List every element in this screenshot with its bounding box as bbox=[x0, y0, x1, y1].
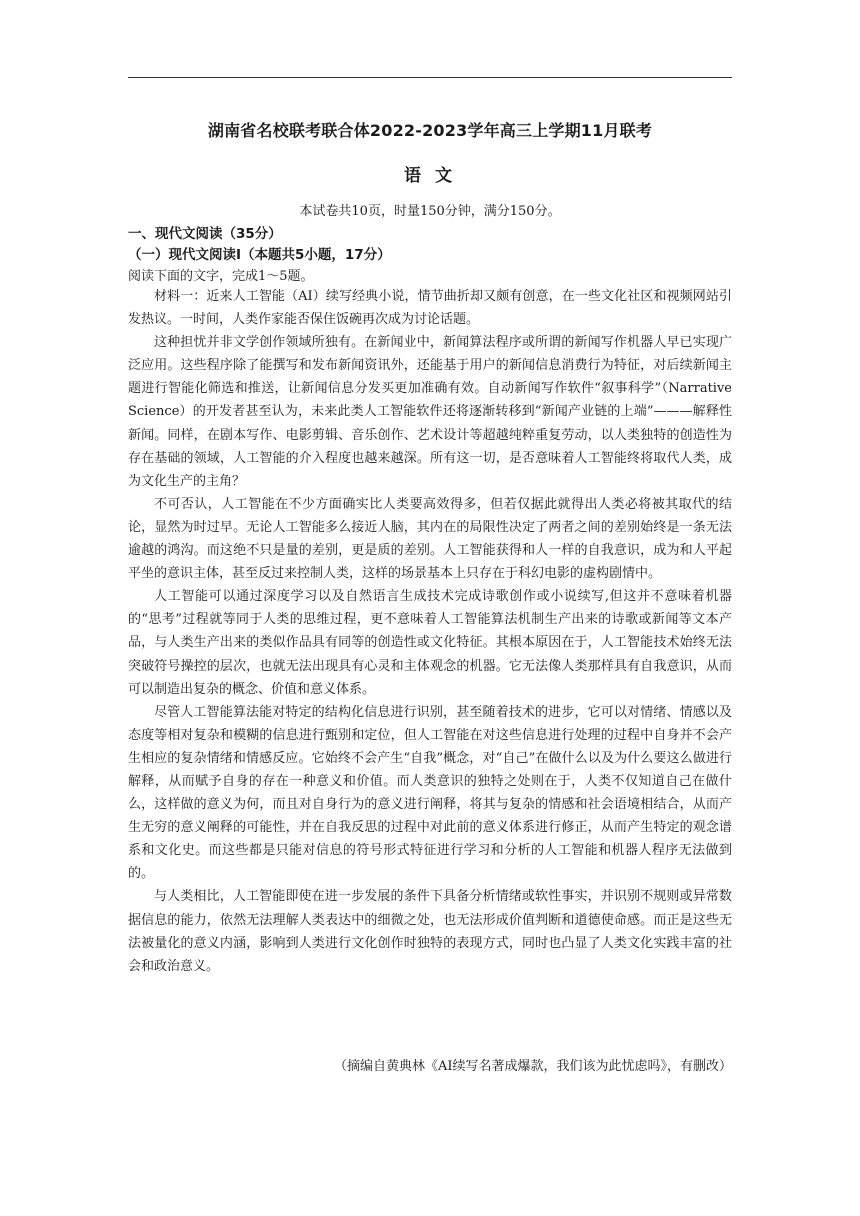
section-heading: 一、现代文阅读（35分） bbox=[128, 226, 282, 242]
paragraph: 与人类相比，人工智能即使在进一步发展的条件下具备分析情绪或软性事实，并识别不规则或异常数据信息的能力，依然无法理解人类表达中的细微之处，也无法形成价值判断和道德使命感。而正是这些无法被量化的意义内涵，影响到人类进行文化创作时独特的表现方式，同时也凸显了人类文化实践丰富的社会和政治意义。 bbox=[128, 889, 732, 974]
exam-title: 湖南省名校联考联合体2022-2023学年高三上学期11月联考 bbox=[207, 121, 653, 140]
header-rule bbox=[128, 77, 732, 78]
paragraph: 尽管人工智能算法能对特定的结构化信息进行识别，甚至随着技术的进步，它可以对情绪、情感以及态度等相对复杂和模糊的信息进行甄别和定位，但人工智能在对这些信息进行处理的过程中自身并不会产生相应的复杂情绪和情感反应。它始终不会产生“自我”概念，对“自己”在做什么以及为什么要这么做进行解释，从而赋予自身的存在一种意义和价值。而人类意识的独特之处则在于，人类不仅知道自己在做什么，这样做的意义为何，而且对自身行为的意义进行阐释，将其与复杂的情感和社会语境相结合，从而产生无穷的意义阐释的可能性，并在自我反思的过程中对此前的意义体系进行修正，从而产生特定的观念谱系和文化史。而这些都是只能对信息的符号形式特征进行学习和分析的人工智能和机器人程序无法做到的。 bbox=[128, 704, 732, 882]
paragraph: 人工智能可以通过深度学习以及自然语言生成技术完成诗歌创作或小说续写,但这并不意味着机器的“思考”过程就等同于人类的思维过程，更不意味着人工智能算法机制生产出来的诗歌或新闻等文本产品，与人类生产出来的类似作品具有同等的创造性或文化特征。其根本原因在于，人工智能技术始终无法突破符号操控的层次，也就无法出现具有心灵和主体观念的机器。它无法像人类那样具有自我意识，从而可以制造出复杂的概念、价值和意义体系。 bbox=[128, 589, 732, 697]
paragraph: 材料一：近来人工智能（AI）续写经典小说，情节曲折却又颇有创意，在一些文化社区和视频网站引发热议。一时间，人类作家能否保住饭碗再次成为讨论话题。 bbox=[128, 289, 732, 328]
reading-instruction: 阅读下面的文字，完成1～5题。 bbox=[128, 269, 314, 284]
paragraph: 这种担忧并非文学创作领域所独有。在新闻业中，新闻算法程序或所谓的新闻写作机器人早已实现广泛应用。这些程序除了能撰写和发布新闻资讯外，还能基于用户的新闻信息消费行为特征，对后续新闻主题进行智能化筛选和推送，让新闻信息分发买更加准确有效。自动新闻写作软件“叙事科学”（Narrative Science）的开发者甚至认为，未来此类人工智能软件还将逐渐转移到“新闻产业链的上端”———解释性新闻。同样，在剧本写作、电影剪辑、音乐创作、艺术设计等超越纯粹重复劳动，以人类独特的创造性为存在基础的领域，人工智能的介入程度也越来越深。所有这一切，是否意味着人工智能终将取代人类，成为文化生产的主角？ bbox=[128, 335, 732, 489]
subsection-heading: （一）现代文阅读Ⅰ（本题共5小题，17分） bbox=[128, 247, 391, 263]
paragraph: 不可否认，人工智能在不少方面确实比人类要高效得多，但若仅据此就得出人类必将被其取代的结论，显然为时过早。无论人工智能多么接近人脑，其内在的局限性决定了两者之间的差别始终是一条无法逾越的鸿沟。而这绝不只是量的差别，更是质的差别。人工智能获得和人一样的自我意识，成为和人平起平坐的意识主体，甚至反过来控制人类，这样的场景基本上只存在于科幻电影的虚构剧情中。 bbox=[128, 496, 732, 582]
reading-material bbox=[128, 285, 732, 978]
exam-info: 本试卷共10页，时量150分钟，满分150分。 bbox=[299, 204, 561, 219]
source-citation: （摘编自黄典林《AI续写名著成爆款，我们该为此忧虑吗》，有删改） bbox=[333, 1059, 732, 1074]
subject-title: 语 文 bbox=[404, 166, 456, 186]
